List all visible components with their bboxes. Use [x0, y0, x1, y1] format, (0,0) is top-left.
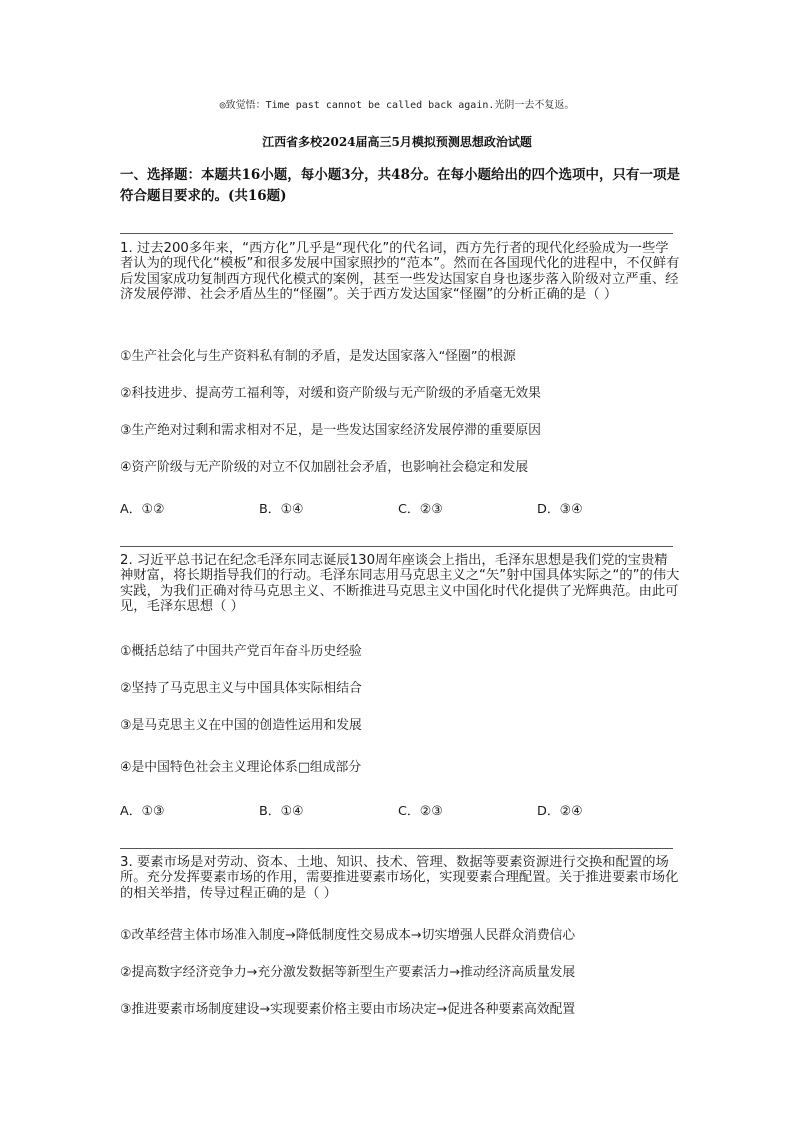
- question-3-option-3: ③推进要素市场制度建设→实现要素价格主要由市场决定→促进各种要素高效配置: [120, 1002, 576, 1017]
- question-2-choice-c[interactable]: C．②③: [398, 804, 443, 819]
- page-title: 江西省多校2024届高三5月模拟预测思想政治试题: [262, 135, 532, 149]
- question-1-choice-d[interactable]: D．③④: [537, 502, 583, 517]
- question-3-option-2: ②提高数字经济竞争力→充分激发数据等新型生产要素活力→推动经济高质量发展: [120, 965, 576, 980]
- question-1-option-2: ②科技进步、提高劳工福利等，对缓和资产阶级与无产阶级的矛盾毫无效果: [120, 386, 541, 401]
- question-2-option-1: ①概括总结了中国共产党百年奋斗历史经验: [120, 644, 362, 659]
- section-heading: 一、选择题：本题共16小题，每小题3分，共48分。在每小题给出的四个选项中，只有一项是符合题目要求的。(共16题): [120, 167, 680, 204]
- question-1-option-4: ④资产阶级与无产阶级的对立不仅加剧社会矛盾，也影响社会稳定和发展: [120, 460, 529, 475]
- question-1-choice-b[interactable]: B．①④: [259, 502, 304, 517]
- question-2-choice-d[interactable]: D．②④: [537, 804, 583, 819]
- question-1-choice-c[interactable]: C．②③: [398, 502, 443, 517]
- question-divider: [120, 546, 673, 547]
- question-2-option-2: ②坚持了马克思主义与中国具体实际相结合: [120, 681, 362, 696]
- question-3-option-1: ①改革经营主体市场准入制度→降低制度性交易成本→切实增强人民群众消费信心: [120, 928, 576, 943]
- question-2-choice-b[interactable]: B．①④: [259, 804, 304, 819]
- question-1-choice-a[interactable]: A．①②: [120, 502, 165, 517]
- question-1-option-3: ③生产绝对过剩和需求相对不足，是一些发达国家经济发展停滞的重要原因: [120, 423, 541, 438]
- question-2-stem: 2. 习近平总书记在纪念毛泽东同志诞辰130周年座谈会上指出，毛泽东思想是我们党的宝贵精神财富，将长期指导我们的行动。毛泽东同志用马克思主义之“矢”射中国具体实际之“的”的伟大实践，为我们正确对待马克思主义、不断推进马克思主义中国化时代化提供了光辉典范。由此可见，毛泽东思想（ ）: [120, 553, 680, 615]
- header-motto: ◎致觉悟：Time past cannot be called back again.光阴一去不复返。: [219, 100, 575, 111]
- question-2-option-4: ④是中国特色社会主义理论体系□组成部分: [120, 760, 362, 775]
- question-2-option-3: ③是马克思主义在中国的创造性运用和发展: [120, 718, 362, 733]
- question-2-choice-a[interactable]: A．①③: [120, 804, 165, 819]
- question-divider: [120, 233, 673, 234]
- question-1-stem: 1. 过去200多年来，“西方化”几乎是“现代化”的代名词，西方先行者的现代化经验成为一些学者认为的现代化“模板”和很多发展中国家照抄的“范本”。然而在各国现代化的进程中，不仅鲜有后发国家成功复制西方现代化模式的案例，甚至一些发达国家自身也逐步落入阶级对立严重、经济发展停滞、社会矛盾丛生的“怪圈”。关于西方发达国家“怪圈”的分析正确的是（ ）: [120, 241, 680, 303]
- question-3-stem: 3. 要素市场是对劳动、资本、土地、知识、技术、管理、数据等要素资源进行交换和配置的场所。充分发挥要素市场的作用，需要推进要素市场化，实现要素合理配置。关于推进要素市场化的相关举措，传导过程正确的是（ ）: [120, 855, 679, 901]
- question-1-option-1: ①生产社会化与生产资料私有制的矛盾，是发达国家落入“怪圈”的根源: [120, 349, 516, 364]
- question-divider: [120, 848, 673, 849]
